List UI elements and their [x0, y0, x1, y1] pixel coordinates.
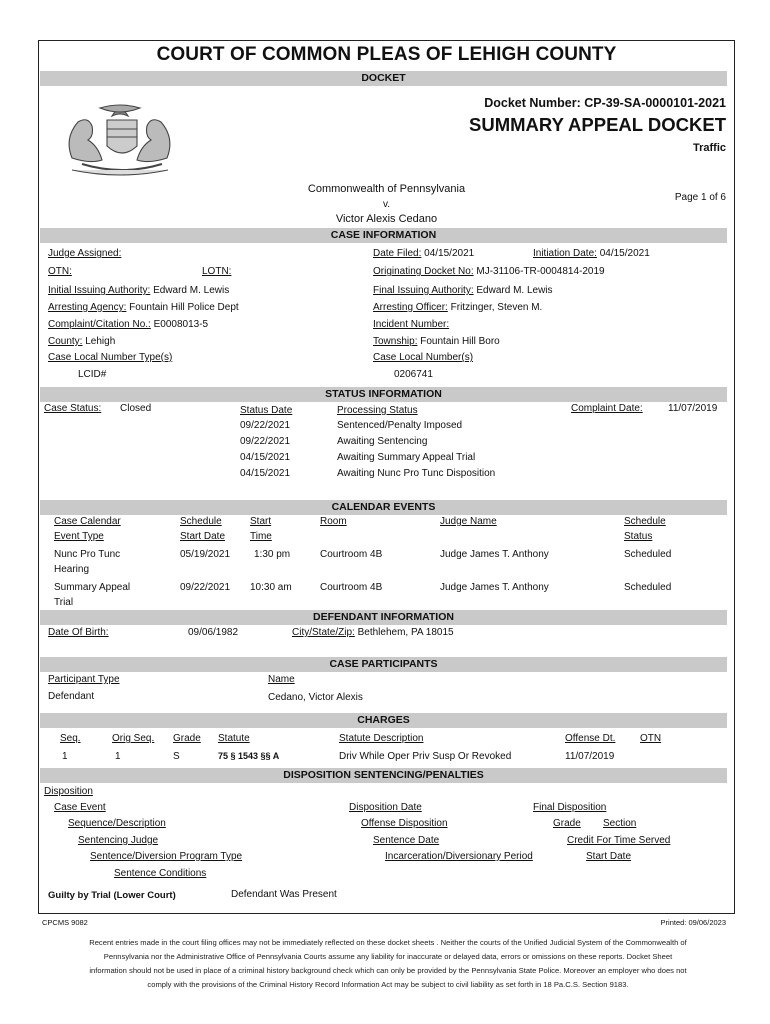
versus: v. — [382, 199, 391, 210]
pennsylvania-seal-icon — [52, 98, 187, 176]
charge-description-header: Statute Description — [339, 733, 424, 744]
disp-incarceration-period: Incarceration/Diversionary Period — [385, 851, 533, 862]
cal-status: Scheduled — [624, 582, 672, 593]
final-authority-label: Final Issuing Authority: — [373, 285, 474, 296]
charge-offense-date: 11/07/2019 — [565, 751, 615, 762]
disp-offense-disposition: Offense Disposition — [361, 818, 448, 829]
charge-description: Driv While Oper Priv Susp Or Revoked — [339, 751, 512, 762]
status-information-header: STATUS INFORMATION — [40, 387, 727, 402]
disp-sentencing-judge: Sentencing Judge — [78, 835, 159, 846]
docket-type: SUMMARY APPEAL DOCKET — [469, 114, 726, 135]
township — [373, 336, 500, 347]
arresting-agency-label: Arresting Agency: — [48, 302, 127, 313]
participant-type: Defendant — [48, 691, 95, 702]
disp-label: Disposition — [44, 786, 93, 797]
cal-status: Scheduled — [624, 549, 672, 560]
city-label: City/State/Zip: — [292, 627, 355, 638]
cal-status-header: Status — [624, 531, 653, 542]
complaint-date-value: 11/07/2019 — [668, 403, 718, 414]
cal-start-time-header: Time — [250, 531, 272, 542]
initial-authority-value: Edward M. Lewis — [153, 285, 230, 296]
cal-event-type: Nunc Pro Tunc — [54, 549, 121, 560]
plaintiff-name: Commonwealth of Pennsylvania — [307, 183, 466, 195]
processing-status: Sentenced/Penalty Imposed — [337, 420, 463, 431]
arresting-agency — [48, 302, 239, 313]
cal-start-time-header: Start — [250, 516, 272, 527]
dob-value: 09/06/1982 — [188, 627, 239, 638]
printed-date: Printed: 09/06/2023 — [660, 918, 726, 927]
cal-start-date: 05/19/2021 — [180, 549, 231, 560]
case-participants-header: CASE PARTICIPANTS — [40, 657, 727, 672]
cal-event-type: Hearing — [54, 564, 90, 575]
arresting-agency-value: Fountain Hill Police Dept — [129, 302, 239, 313]
county-label: County: — [48, 336, 83, 347]
page-number: Page 1 of 6 — [674, 192, 726, 203]
disclaimer: Recent entries made in the court filing offices may not be immediately reflected on these docket sheets . Neither the courts of the Unified Judicial System of the Commonwealth of Pennsylvania nor the Administrative Office of Pennsylvania Courts assume any liability for inaccurate or delayed data, errors or omissions on these reports. Docket Sheet information should not be used in place of a criminal history background check which can only be provided by the Pennsylvania State Police. Moreover an employer who does not comply with the provisions of the Criminal History Record Information Act may be subject to civil liability as set forth in 18 Pa.C.S. Section 9183. — [89, 938, 687, 989]
cal-room: Courtroom 4B — [320, 582, 383, 593]
county — [48, 336, 115, 347]
city-state-zip — [292, 627, 454, 638]
initiation-date-label: Initiation Date: — [533, 248, 597, 259]
date-filed — [373, 248, 474, 259]
charge-offense-date-header: Offense Dt. — [565, 733, 616, 744]
charge-otn-header: OTN — [640, 733, 662, 744]
disp-sentence-conditions: Sentence Conditions — [114, 868, 207, 879]
charge-orig-seq-header: Orig Seq. — [112, 733, 155, 744]
participant-type-header: Participant Type — [48, 674, 120, 685]
complaint-no-label: Complaint/Citation No.: — [48, 319, 151, 330]
disp-credit-time-served: Credit For Time Served — [567, 835, 671, 846]
form-id: CPCMS 9082 — [42, 918, 88, 927]
cal-room-header: Room — [320, 516, 347, 527]
processing-status: Awaiting Sentencing — [337, 436, 428, 447]
cal-judge-header: Judge Name — [440, 516, 497, 527]
originating-docket-value: MJ-31106-TR-0004814-2019 — [476, 266, 605, 277]
final-issuing-authority — [373, 285, 553, 296]
dob-label: Date Of Birth: — [48, 627, 109, 638]
charge-statute-header: Statute — [218, 733, 250, 744]
case-local-number-type-label: Case Local Number Type(s) — [48, 352, 173, 363]
county-value: Lehigh — [85, 336, 116, 347]
court-title: COURT OF COMMON PLEAS OF LEHIGH COUNTY — [156, 44, 617, 65]
disp-sentence-date: Sentence Date — [373, 835, 440, 846]
cal-event-type: Trial — [54, 597, 74, 608]
cal-judge: Judge James T. Anthony — [440, 582, 549, 593]
processing-status-header: Processing Status — [337, 405, 418, 416]
disp-event-note: Defendant Was Present — [231, 889, 337, 900]
complaint-no-value: E0008013-5 — [153, 319, 209, 330]
disp-grade: Grade — [553, 818, 581, 829]
processing-status: Awaiting Summary Appeal Trial — [337, 452, 476, 463]
final-authority-value: Edward M. Lewis — [476, 285, 553, 296]
docket-category: Traffic — [692, 142, 726, 154]
originating-docket — [373, 266, 605, 277]
arresting-officer — [373, 302, 542, 313]
city-value: Bethlehem, PA 18015 — [357, 627, 454, 638]
arresting-officer-value: Fritzinger, Steven M. — [450, 302, 543, 313]
case-local-number: 0206741 — [394, 369, 433, 380]
date-filed-value: 04/15/2021 — [424, 248, 475, 259]
docket-banner: DOCKET — [40, 71, 727, 86]
judge-assigned-label: Judge Assigned: — [48, 248, 122, 259]
incident-number-label: Incident Number: — [373, 319, 450, 330]
defendant-information-header: DEFENDANT INFORMATION — [40, 610, 727, 625]
cal-judge: Judge James T. Anthony — [440, 549, 549, 560]
initial-authority-label: Initial Issuing Authority: — [48, 285, 151, 296]
disp-disposition-date: Disposition Date — [349, 802, 422, 813]
charge-grade-header: Grade — [173, 733, 201, 744]
disp-sequence-description: Sequence/Description — [68, 818, 166, 829]
case-status-label: Case Status: — [44, 403, 102, 414]
initiation-date-value: 04/15/2021 — [599, 248, 650, 259]
originating-docket-label: Originating Docket No: — [373, 266, 474, 277]
cal-start-date-header: Schedule — [180, 516, 222, 527]
disp-final-disposition: Final Disposition — [533, 802, 607, 813]
disp-start-date: Start Date — [586, 851, 632, 862]
initiation-date — [533, 248, 650, 259]
disp-event-row: Guilty by Trial (Lower Court) — [48, 890, 176, 901]
status-date: 04/15/2021 — [240, 468, 291, 479]
participant-name-header: Name — [268, 674, 295, 685]
cal-event-type: Summary Appeal — [54, 582, 131, 593]
cal-event-type-header: Case Calendar — [54, 516, 121, 527]
charge-grade: S — [173, 751, 180, 762]
status-date: 09/22/2021 — [240, 420, 291, 431]
charge-seq-header: Seq. — [60, 733, 81, 744]
charge-seq: 1 — [62, 751, 68, 762]
case-local-number-type: LCID# — [78, 369, 107, 380]
cal-start-time: 10:30 am — [250, 582, 292, 593]
disposition-header: DISPOSITION SENTENCING/PENALTIES — [40, 768, 727, 783]
docket-number: Docket Number: CP-39-SA-0000101-2021 — [484, 96, 726, 110]
charge-orig-seq: 1 — [115, 751, 121, 762]
initial-issuing-authority — [48, 285, 229, 296]
status-date: 04/15/2021 — [240, 452, 291, 463]
defendant-caption: Victor Alexis Cedano — [335, 213, 438, 225]
arresting-officer-label: Arresting Officer: — [373, 302, 448, 313]
processing-status: Awaiting Nunc Pro Tunc Disposition — [337, 468, 496, 479]
otn-label: OTN: — [48, 266, 72, 277]
case-status-value: Closed — [120, 403, 152, 414]
cal-room: Courtroom 4B — [320, 549, 383, 560]
township-label: Township: — [373, 336, 418, 347]
disp-program-type: Sentence/Diversion Program Type — [90, 851, 243, 862]
cal-start-time: 1:30 pm — [254, 549, 291, 560]
case-local-number-label: Case Local Number(s) — [373, 352, 474, 363]
disp-case-event: Case Event — [54, 802, 106, 813]
status-date: 09/22/2021 — [240, 436, 291, 447]
cal-start-date: 09/22/2021 — [180, 582, 231, 593]
cal-event-type-header: Event Type — [54, 531, 104, 542]
cal-status-header: Schedule — [624, 516, 666, 527]
lotn-label: LOTN: — [202, 266, 232, 277]
calendar-events-header: CALENDAR EVENTS — [40, 500, 727, 515]
complaint-date-label: Complaint Date: — [571, 403, 643, 414]
date-filed-label: Date Filed: — [373, 248, 422, 259]
cal-start-date-header: Start Date — [180, 531, 226, 542]
charges-header: CHARGES — [40, 713, 727, 728]
complaint-citation-no — [48, 319, 208, 330]
township-value: Fountain Hill Boro — [420, 336, 500, 347]
status-date-header: Status Date — [240, 405, 293, 416]
disp-section: Section — [603, 818, 637, 829]
charge-statute: 75 § 1543 §§ A — [218, 751, 280, 761]
case-information-header: CASE INFORMATION — [40, 228, 727, 243]
participant-name: Cedano, Victor Alexis — [268, 692, 363, 703]
